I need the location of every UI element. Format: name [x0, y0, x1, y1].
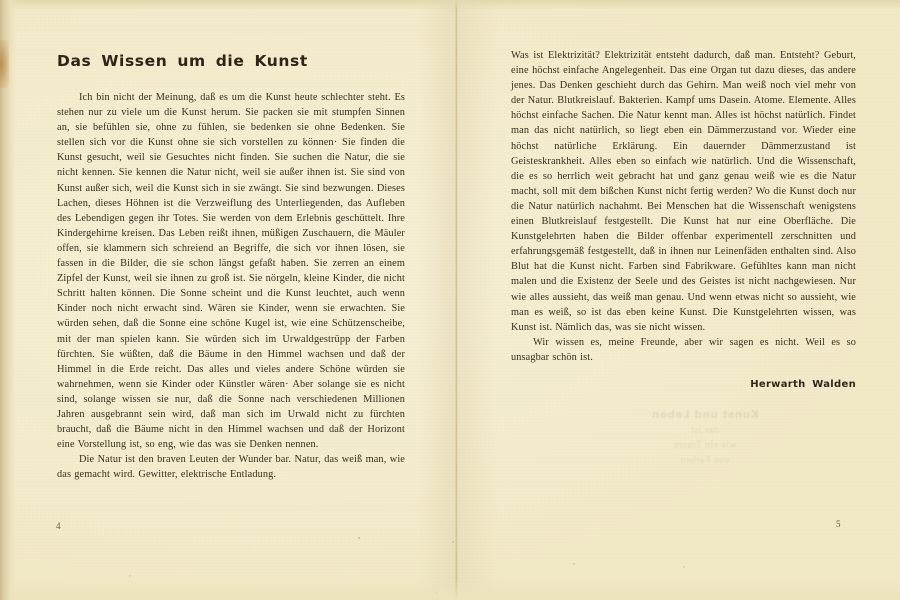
scan-edge-right [886, 0, 900, 600]
left-paragraph-1: Ich bin nicht der Meinung, daß es um die Kunst heute schlechter steht. Es stehen nur zu viele um die Kunst herum. Sie packen sie mit stumpfen Sinnen an, sie befühlen sie, ohne zu fühlen, sie bedenken sie ohne Bedenken. Sie stellen sich vor die Kunst ohne sie sich vorstellen zu können· Sie finden die Kunst gesucht, weil sie Gesuchtes nicht finden. Sie suchen die Natur, die sie nicht kennen. Sie kennen die Natur nicht, weil sie außer ihnen ist. Sie sind von Kunst außer sich, weil die Kunst sich in sie zwängt. Sie sind bezwungen. Dieses Lachen, dieses Höhnen ist die Verzweiflung des Unterliegenden, das Aufleben des Lebendigen gegen ihr Totes. Sie werden von dem Erlebnis geschüttelt. Ihre Kindergehirne kreisen. Das Leben reißt ihnen, müßigen Zuschauern, die Mäuler offen, sie klammern sich schreiend an Begriffe, die sich vor ihnen lösen, sie fassen in die Bilder, die sie schon längst gefaßt haben. Sie zerren an einem Zipfel der Kunst, weil sie ihnen zu groß ist. Sie nörgeln, kleine Kinder, die nicht Schritt halten können. Die Sonne scheint und die Kunst leuchtet, auch wenn Kinder noch nicht erwacht sind. Wären sie Kinder, wenn sie erwachten. Sie würden sehen, daß die Sonne eine schöne Kugel ist, wie eine Schützenscheibe, mit der man spielen kann. Sie würden sich im Urwaldgestrüpp der Farben fürchten. Sie wüßten, daß die Bäume in den Himmel wachsen und daß der Himmel in die Erde reicht. Das alles und vieles andere Schöne würden sie wahrnehmen, wenn sie Kinder oder Künstler wären· Aber solange sie es nicht sind, solange wissen sie nur, daß die Sonne nach verschiedenen Millionen Jahren ausgebrannt sein wird, daß man sich im Urwald nicht zu fürchten braucht, daß die Bäume nicht in den Himmel wachsen und daß der Horizont eine Vorstellung ist, so eng, wie das was sie Denken nennen. [57, 92, 405, 451]
folio-right: 5 [836, 519, 841, 529]
scan-edge-left [0, 0, 16, 600]
right-page-text-block [511, 48, 856, 390]
page-title: Das Wissen um die Kunst [57, 52, 308, 70]
left-paragraph-2: Die Natur ist den braven Leuten der Wunder bar. Natur, das weiß man, wie das gemacht wird. Gewitter, elektrische Entladung. [57, 454, 405, 481]
author-signature: Herwarth Walden [750, 378, 856, 390]
left-page-text-block [57, 52, 405, 482]
scan-edge-top [0, 0, 900, 10]
right-paragraph-1: Was ist Elektrizität? Elektrizität entsteht dadurch, daß man. Entsteht? Geburt, eine höchst einfache Angelegenheit. Das eine Organ tut dazu dieses, das andere jenes. Das Denken geschieht durch das Gehirn. Man weiß noch viel mehr von der Natur. Blutkreislauf. Bakterien. Kampf ums Dasein. Atome. Elemente. Alles höchst einfache Sachen. Die Natur kennt man. Alles ist höchst natürlich. Findet man das nicht natürlich, so liegt eben ein Dämmerzustand vor. Wieder eine höchst natürliche Erklärung. Ein dauernder Dämmerzustand ist Geisteskrankheit. Alles eben so einfach wie natürlich. Und die Wissenschaft, die es so herrlich weit gebracht hat und ganz genau weiß wie es die Natur macht, soll mit dem bißchen Kunst nicht fertig werden? Wo die Kunst doch nur die Natur natürlich nachahmt. Bei Menschen hat die Wissenschaft wenigstens einen Blutkreislauf festgestellt. Die Kunst hat nur eine Oberfläche. Die Kunstgelehrten haben die Bilder offenbar experimentell zerschnitten und erfahrungsgemäß festgestellt, daß in ihnen nur Leinenfäden enthalten sind. Also Blut hat die Kunst nicht. Farben sind Fabrikware. Gefühltes kann man nicht malen und die Existenz der Seele und des Geistes ist nicht nachgewiesen. Nur wie alles aussieht, das weiß man genau. Und wenn etwas nicht so aussieht, wie man es weiß, so ist das eben keine Kunst. Die Kunstgelehrten wissen, was Kunst ist. Nämlich das, was sie nicht wissen. [511, 50, 856, 333]
right-paragraph-2: Wir wissen es, meine Freunde, aber wir sagen es nicht. Weil es so unsagbar schön ist. [511, 336, 856, 363]
folio-left: 4 [56, 521, 61, 531]
scan-edge-bottom [0, 578, 900, 600]
right-page [455, 0, 900, 600]
scan-edge-stain [0, 40, 9, 88]
